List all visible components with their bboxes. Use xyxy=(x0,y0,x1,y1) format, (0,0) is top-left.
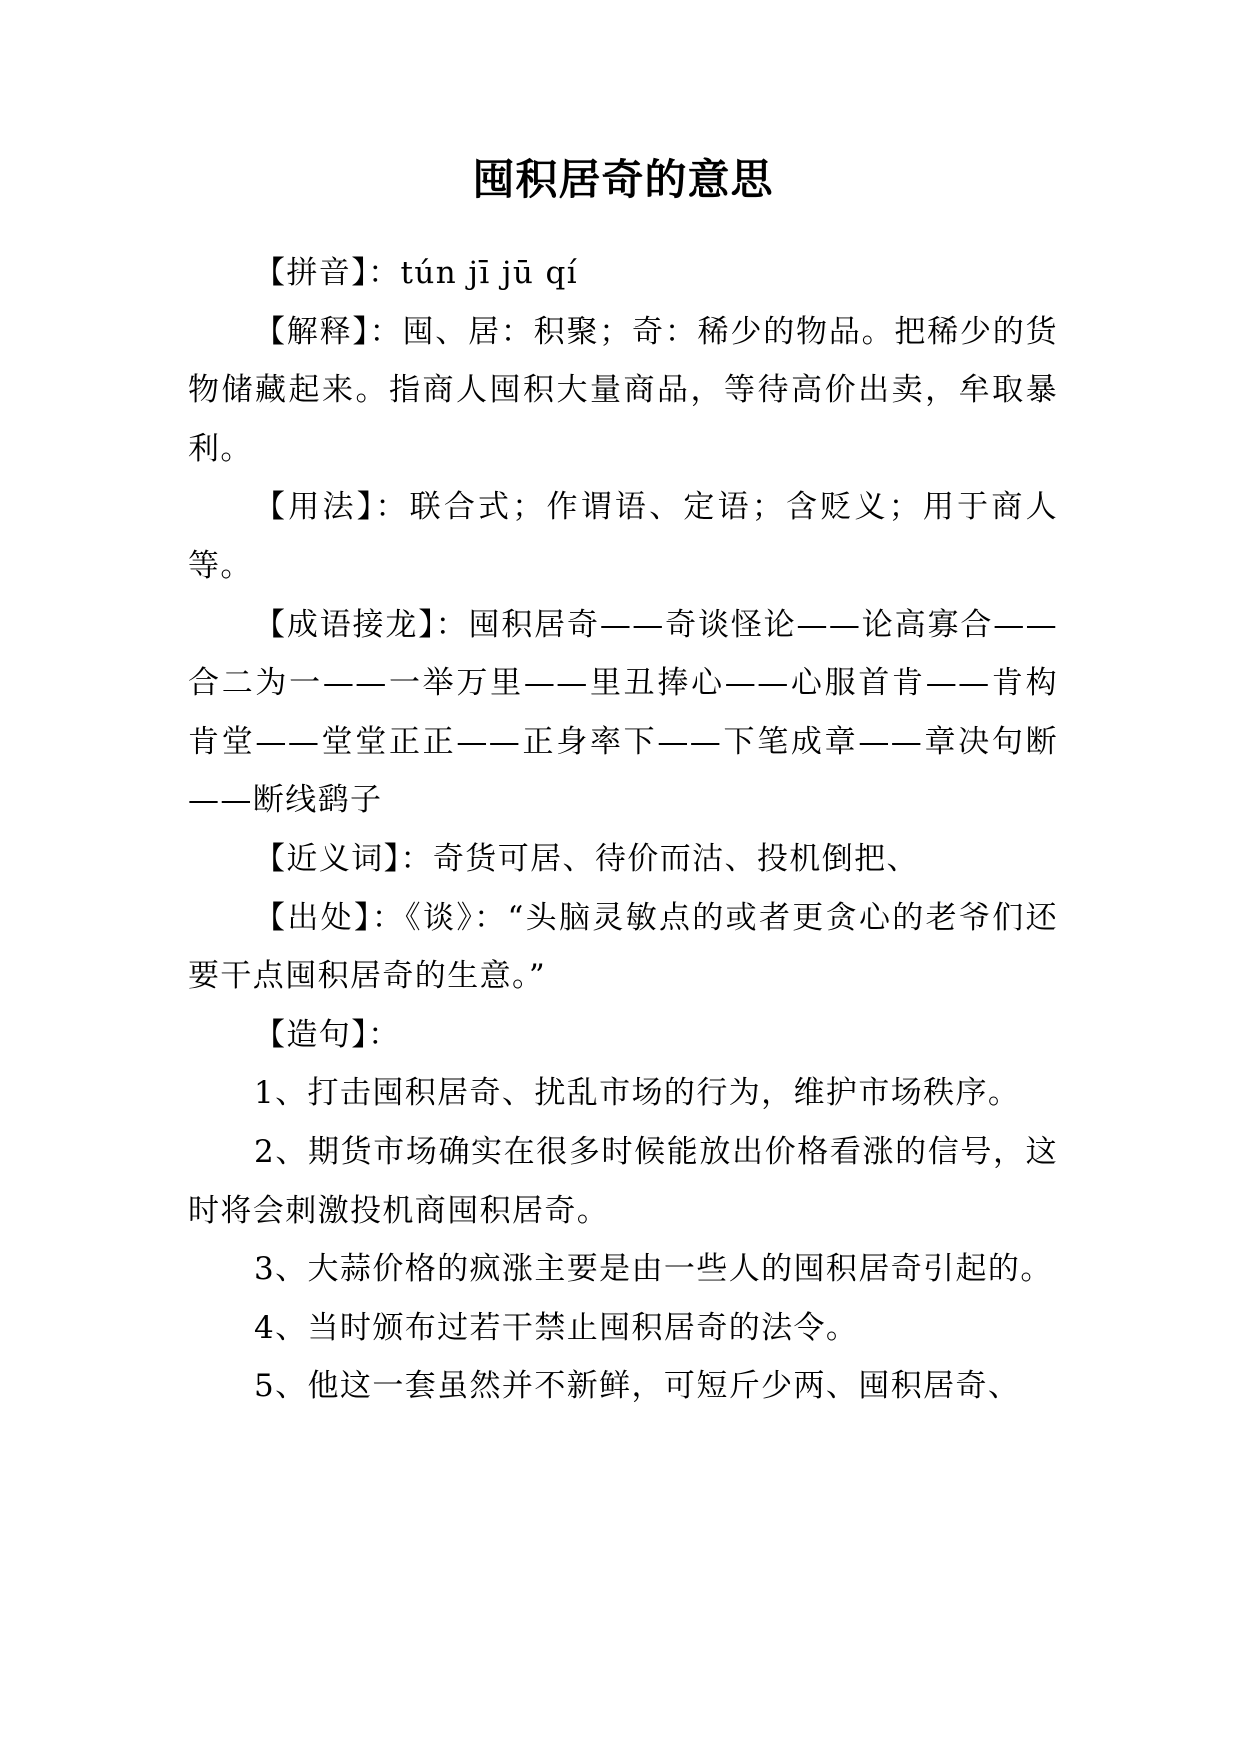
idiom-chain-paragraph xyxy=(188,596,1058,830)
idiom-chain-value: 囤积居奇——奇谈怪论——论高寡合——合二为一——一举万里——里丑捧心——心服首肯——肯构肯堂——堂堂正正——正身率下——下笔成章——章决句断——断线鹞子 xyxy=(188,606,1058,819)
pinyin-value: tún jī jū qí xyxy=(400,255,579,291)
example-sentence-1: 1、打击囤积居奇、扰乱市场的行为，维护市场秩序。 xyxy=(254,1075,1021,1112)
usage-value: 联合式；作谓语、定语；含贬义；用于商人等。 xyxy=(188,489,1058,584)
example-sentence-2: 2、期货市场确实在很多时候能放出价格看涨的信号，这时将会刺激投机商囤积居奇。 xyxy=(188,1133,1058,1229)
synonyms-label: 【近义词】： xyxy=(254,840,433,877)
document-title: 囤积居奇的意思 xyxy=(472,155,774,204)
usage-paragraph xyxy=(188,478,1058,595)
pinyin-paragraph xyxy=(188,244,1058,303)
example-sentence-3: 3、大蒜价格的疯涨主要是由一些人的囤积居奇引起的。 xyxy=(254,1251,1053,1288)
definition-paragraph xyxy=(188,303,1058,479)
synonyms-value: 奇货可居、待价而沽、投机倒把、 xyxy=(432,840,919,877)
source-value: 《谈》：“头脑灵敏点的或者更贪心的老爷们还要干点囤积居奇的生意。” xyxy=(188,899,1059,995)
idiom-chain-label: 【成语接龙】： xyxy=(254,606,469,643)
examples-heading: 【造句】： xyxy=(254,1016,401,1053)
source-label: 【出处】： xyxy=(254,899,406,936)
definition-label: 【解释】： xyxy=(254,313,403,350)
pinyin-label: 【拼音】： xyxy=(254,255,401,291)
document-body xyxy=(188,244,1058,1416)
usage-label: 【用法】： xyxy=(254,489,410,526)
synonyms-paragraph xyxy=(188,830,1058,889)
definition-value: 囤、居：积聚；奇：稀少的物品。把稀少的货物储藏起来。指商人囤积大量商品，等待高价出卖，牟取暴利。 xyxy=(188,313,1059,467)
example-sentence-4: 4、当时颁布过若干禁止囤积居奇的法令。 xyxy=(254,1309,859,1346)
source-paragraph xyxy=(188,889,1058,1006)
example-sentence-5: 5、他这一套虽然并不新鲜，可短斤少两、囤积居奇、 xyxy=(254,1368,1021,1405)
